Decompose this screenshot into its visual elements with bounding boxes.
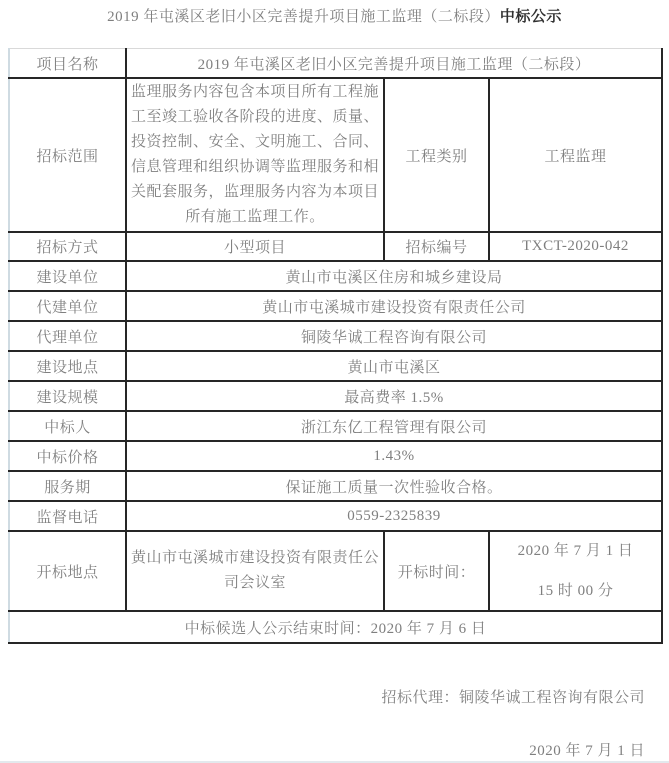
value-project-name: 2019 年屯溪区老旧小区完善提升项目施工监理（二标段）: [126, 49, 662, 79]
value-bid-scope: 监理服务内容包含本项目所有工程施工至竣工验收各阶段的进度、质量、投资控制、安全、文明施工、合同、信息管理和组织协调等监理服务和相关配套服务，监理服务内容为本项目所有施工监理工作。: [126, 78, 384, 232]
label-project-name: 项目名称: [9, 49, 126, 79]
label-bid-number: 招标编号: [384, 232, 489, 261]
label-bid-method: 招标方式: [9, 232, 126, 261]
label-supervision-phone: 监督电话: [9, 501, 126, 531]
row-construction-scale: [9, 381, 662, 411]
row-bid-method: [9, 232, 662, 261]
label-bid-scope: 招标范围: [9, 78, 126, 232]
row-construction-unit: [9, 261, 662, 291]
opening-time-date: 2020 年 7 月 1 日: [517, 543, 634, 559]
announcement-table: [8, 48, 663, 644]
label-construction-scale: 建设规模: [9, 381, 126, 411]
opening-time-clock: 15 时 00 分: [537, 583, 614, 599]
label-opening-time: 开标时间：: [384, 531, 489, 611]
value-project-category: 工程监理: [489, 78, 662, 232]
row-agent-construction-unit: [9, 291, 662, 321]
value-bid-number: TXCT-2020-042: [489, 232, 662, 261]
row-candidate-notice: [9, 611, 662, 643]
value-agency-unit: 铜陵华诚工程咨询有限公司: [126, 321, 662, 351]
label-winning-bidder: 中标人: [9, 411, 126, 441]
candidate-notice-text: 中标候选人公示结束时间：2020 年 7 月 6 日: [9, 611, 662, 643]
row-project-name: [9, 49, 662, 79]
row-winning-price: [9, 441, 662, 471]
row-bid-scope: [9, 78, 662, 232]
value-construction-site: 黄山市屯溪区: [126, 351, 662, 381]
value-opening-time: [489, 531, 662, 611]
label-project-category: 工程类别: [384, 78, 489, 232]
value-supervision-phone: 0559-2325839: [126, 501, 662, 531]
page-title-suffix: 中标公示: [499, 9, 562, 25]
value-bid-method: 小型项目: [126, 232, 384, 261]
page-title-main: 2019 年屯溪区老旧小区完善提升项目施工监理（二标段）: [107, 9, 500, 25]
label-opening-location: 开标地点: [9, 531, 126, 611]
row-supervision-phone: [9, 501, 662, 531]
label-agency-unit: 代理单位: [9, 321, 126, 351]
value-opening-location: 黄山市屯溪城市建设投资有限责任公司会议室: [126, 531, 384, 611]
label-winning-price: 中标价格: [9, 441, 126, 471]
label-agent-construction-unit: 代建单位: [9, 291, 126, 321]
footer-date: 2020 年 7 月 1 日: [529, 743, 645, 759]
row-opening: [9, 531, 662, 611]
value-winning-price: 1.43%: [126, 441, 662, 471]
row-winning-bidder: [9, 411, 662, 441]
row-service-period: [9, 471, 662, 501]
value-winning-bidder: 浙江东亿工程管理有限公司: [126, 411, 662, 441]
value-agent-construction-unit: 黄山市屯溪城市建设投资有限责任公司: [126, 291, 662, 321]
label-construction-unit: 建设单位: [9, 261, 126, 291]
label-construction-site: 建设地点: [9, 351, 126, 381]
row-construction-site: [9, 351, 662, 381]
value-construction-unit: 黄山市屯溪区住房和城乡建设局: [126, 261, 662, 291]
label-service-period: 服务期: [9, 471, 126, 501]
row-agency-unit: [9, 321, 662, 351]
page-title: [0, 0, 669, 26]
value-construction-scale: 最高费率 1.5%: [126, 381, 662, 411]
value-service-period: 保证施工质量一次性验收合格。: [126, 471, 662, 501]
footer-bid-agent: 招标代理：铜陵华诚工程咨询有限公司: [381, 690, 645, 706]
